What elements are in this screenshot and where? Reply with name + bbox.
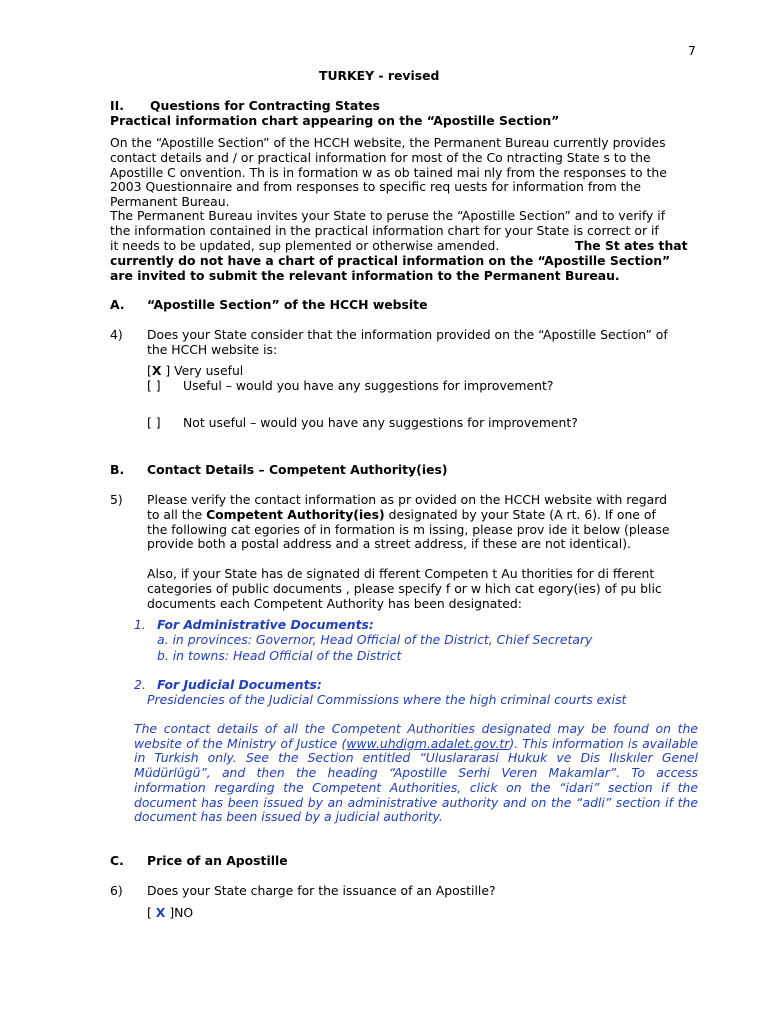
page-number: 7 <box>688 43 696 58</box>
text-run: to all the <box>147 507 207 522</box>
checkbox-mark: X <box>155 905 166 920</box>
question-5-text: Please verify the contact information as pr ovided on the HCCH website with regard <box>147 492 667 507</box>
intro-line: The Permanent Bureau invites your State to peruse the “Apostille Section” and to verify if <box>110 208 666 223</box>
section-subtitle: Practical information chart appearing on the “Apostille Section” <box>110 113 560 128</box>
question-4-number: 4) <box>110 327 123 342</box>
question-5-para2: categories of public documents , please specify f or w hich cat egory(ies) of pu blic <box>147 581 662 596</box>
answer-item-2-title: For Judicial Documents: <box>157 677 322 692</box>
option-box-not-useful[interactable]: [ ] <box>147 415 161 430</box>
answer-item-1-title: For Administrative Documents: <box>157 617 374 632</box>
section-c-letter: C. <box>110 853 124 868</box>
question-5-number: 5) <box>110 492 123 507</box>
answer-no-label: NO <box>174 905 194 920</box>
intro-line: it needs to be updated, sup plemented or otherwise amended. <box>110 238 500 253</box>
answer-item-2-number: 2. <box>134 677 146 692</box>
document-title: TURKEY - revised <box>319 68 440 83</box>
intro-line: 2003 Questionnaire and from responses to specific req uests for information from the <box>110 179 641 194</box>
intro-line: the information contained in the practical information chart for your State is correct or if <box>110 223 659 238</box>
checkbox-open: [ <box>147 363 152 378</box>
contact-details-paragraph <box>134 722 698 825</box>
intro-line: contact details and / or practical information for most of the Co ntracting State s to the <box>110 150 651 165</box>
question-5-text: provide both a postal address and a street address, if these are not identical). <box>147 536 631 551</box>
option-label-not-useful: Not useful – would you have any suggestions for improvement? <box>183 415 578 430</box>
question-5-text <box>147 508 656 523</box>
question-6-number: 6) <box>110 883 123 898</box>
question-6-text: Does your State charge for the issuance of an Apostille? <box>147 883 496 898</box>
text-run: The contact details of all the Competent Authorities designated may be found on the website of the Ministry of Justice ( <box>134 721 698 751</box>
answer-no-checkbox[interactable] <box>147 906 193 921</box>
section-a-letter: A. <box>110 297 125 312</box>
text-run: designated by your State (A rt. 6). If one of <box>384 507 656 522</box>
ministry-website-link[interactable]: www.uhdigm.adalet.gov.tr <box>346 735 510 751</box>
answer-item-2-text: Presidencies of the Judicial Commissions where the high criminal courts exist <box>147 692 627 707</box>
intro-bold-line: are invited to submit the relevant information to the Permanent Bureau. <box>110 268 620 283</box>
question-4-text: Does your State consider that the information provided on the “Apostille Section” of <box>147 327 668 342</box>
question-5-text: the following cat egories of in formation is m issing, please prov ide it below (please <box>147 522 670 537</box>
intro-bold-start: The St ates that <box>575 238 688 253</box>
checkbox-close: ] <box>169 905 175 920</box>
question-4-text: the HCCH website is: <box>147 342 278 357</box>
checkbox-open: [ <box>147 905 152 920</box>
question-5-para2: documents each Competent Authority has been designated: <box>147 596 522 611</box>
intro-line: On the “Apostille Section” of the HCCH website, the Permanent Bureau currently provides <box>110 135 666 150</box>
text-run: ). This information is available in Turkish only. See the Section entitled “Uluslararasi Hukuk ve Dis Ilıskıler Genel Müdürlügü”, and then the heading “Apostille Serhi Veren Makamlar”. To access information regarding the Competent Authorities, click on the “idari” section if the document has been issued by an administrative authority and on the “adli” section if the document has been issued by a judicial authority. <box>134 735 698 825</box>
question-5-para2: Also, if your State has de signated di fferent Competen t Au thorities for di fferent <box>147 566 655 581</box>
checkbox-close: ] <box>165 363 171 378</box>
intro-bold-line: currently do not have a chart of practical information on the “Apostille Section” <box>110 253 671 268</box>
checkbox-mark: X <box>151 363 162 378</box>
option-label: Very useful <box>174 363 244 378</box>
option-box-useful[interactable]: [ ] <box>147 378 161 393</box>
answer-item-1-a: a. in provinces: Governor, Head Official of the District, Chief Secretary <box>157 632 593 647</box>
option-label-useful: Useful – would you have any suggestions for improvement? <box>183 378 554 393</box>
answer-item-1-b: b. in towns: Head Official of the District <box>157 648 402 663</box>
section-numeral: II. <box>110 98 124 113</box>
section-b-letter: B. <box>110 462 125 477</box>
section-b-title: Contact Details – Competent Authority(ies) <box>147 462 448 477</box>
intro-line: Permanent Bureau. <box>110 194 230 209</box>
intro-line: Apostille C onvention. Th is in formation w as ob tained mai nly from the responses to the <box>110 165 667 180</box>
section-title: Questions for Contracting States <box>150 98 380 113</box>
section-c-title: Price of an Apostille <box>147 853 288 868</box>
text-run-bold: Competent Authority(ies) <box>206 507 385 522</box>
section-a-title: “Apostille Section” of the HCCH website <box>147 297 428 312</box>
answer-item-1-number: 1. <box>134 617 146 632</box>
option-very-useful[interactable] <box>147 364 243 379</box>
